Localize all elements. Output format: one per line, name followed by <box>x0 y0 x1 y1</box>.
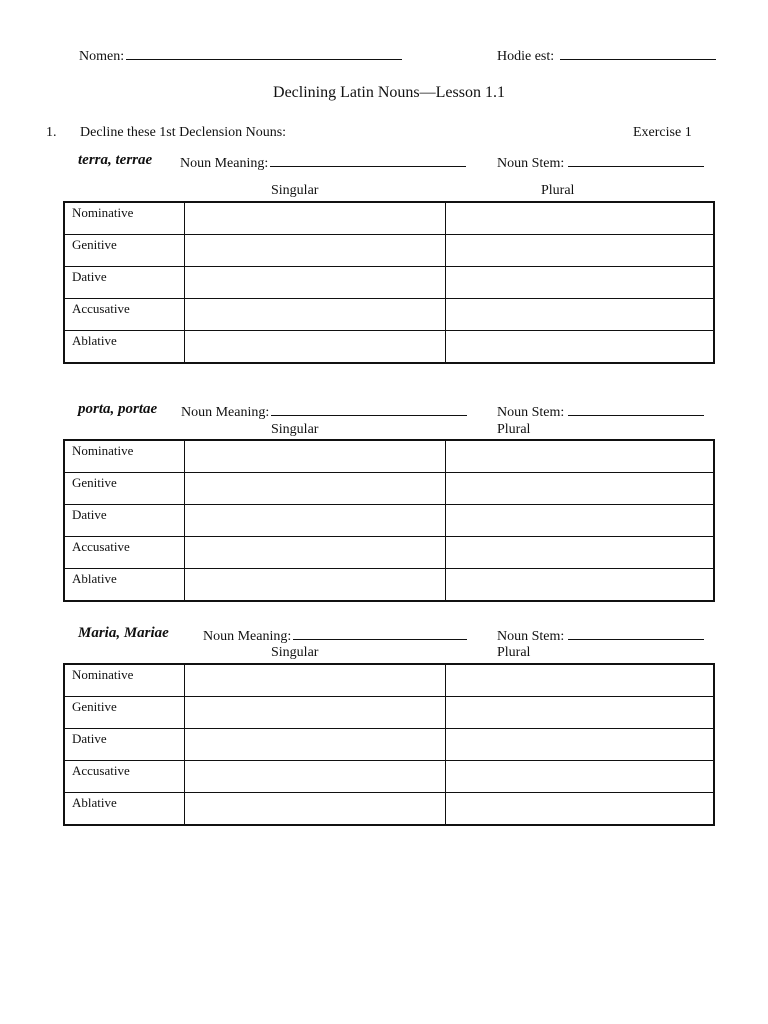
declension-table <box>63 439 715 602</box>
plural-cell[interactable] <box>445 235 714 267</box>
plural-cell[interactable] <box>445 505 714 537</box>
noun-stem-blank[interactable] <box>568 403 704 416</box>
singular-cell[interactable] <box>184 235 445 267</box>
noun-meaning-blank[interactable] <box>270 154 466 167</box>
plural-cell[interactable] <box>445 299 714 331</box>
table-row <box>64 267 714 299</box>
singular-cell[interactable] <box>184 299 445 331</box>
plural-cell[interactable] <box>445 202 714 235</box>
plural-cell[interactable] <box>445 664 714 697</box>
singular-header: Singular <box>271 422 319 437</box>
case-label: Genitive <box>64 235 184 267</box>
noun-stem-label: Noun Stem: <box>497 629 565 644</box>
date-field[interactable] <box>497 47 716 65</box>
noun-meaning-label: Noun Meaning: <box>203 629 292 644</box>
exercise-label: Exercise 1 <box>633 125 692 140</box>
singular-cell[interactable] <box>184 664 445 697</box>
singular-cell[interactable] <box>184 473 445 505</box>
noun-stem-blank[interactable] <box>568 154 704 167</box>
noun-stem-label: Noun Stem: <box>497 405 565 420</box>
singular-cell[interactable] <box>184 729 445 761</box>
noun-meaning-field[interactable] <box>203 627 467 645</box>
table-row <box>64 473 714 505</box>
singular-cell[interactable] <box>184 761 445 793</box>
declension-table <box>63 201 715 364</box>
noun-title: Maria, Mariae <box>78 625 169 641</box>
section-instruction: Decline these 1st Declension Nouns: <box>80 125 287 140</box>
case-label: Nominative <box>64 664 184 697</box>
plural-header: Plural <box>497 645 531 660</box>
case-label: Nominative <box>64 202 184 235</box>
plural-cell[interactable] <box>445 729 714 761</box>
singular-cell[interactable] <box>184 440 445 473</box>
singular-cell[interactable] <box>184 793 445 826</box>
plural-cell[interactable] <box>445 331 714 364</box>
table-row <box>64 331 714 364</box>
table-row <box>64 299 714 331</box>
case-label: Dative <box>64 267 184 299</box>
singular-cell[interactable] <box>184 569 445 602</box>
table-row <box>64 569 714 602</box>
plural-cell[interactable] <box>445 761 714 793</box>
table-row <box>64 664 714 697</box>
noun-stem-label: Noun Stem: <box>497 156 565 171</box>
case-label: Accusative <box>64 761 184 793</box>
date-label: Hodie est: <box>497 49 555 64</box>
table-row <box>64 235 714 267</box>
case-label: Ablative <box>64 793 184 826</box>
plural-header: Plural <box>497 422 531 437</box>
case-label: Ablative <box>64 331 184 364</box>
singular-header: Singular <box>271 183 319 198</box>
noun-title: terra, terrae <box>78 152 153 168</box>
noun-meaning-field[interactable] <box>180 154 466 172</box>
table-row <box>64 202 714 235</box>
plural-cell[interactable] <box>445 473 714 505</box>
noun-meaning-label: Noun Meaning: <box>180 156 269 171</box>
plural-cell[interactable] <box>445 440 714 473</box>
singular-cell[interactable] <box>184 537 445 569</box>
name-blank[interactable] <box>126 47 402 60</box>
plural-cell[interactable] <box>445 537 714 569</box>
name-field[interactable] <box>79 47 402 65</box>
table-row <box>64 793 714 826</box>
singular-cell[interactable] <box>184 267 445 299</box>
noun-meaning-blank[interactable] <box>293 627 467 640</box>
noun-stem-blank[interactable] <box>568 627 704 640</box>
noun-meaning-field[interactable] <box>181 403 467 421</box>
case-label: Accusative <box>64 537 184 569</box>
table-row <box>64 537 714 569</box>
table-row <box>64 697 714 729</box>
case-label: Accusative <box>64 299 184 331</box>
table-row <box>64 505 714 537</box>
table-row <box>64 729 714 761</box>
case-label: Nominative <box>64 440 184 473</box>
plural-cell[interactable] <box>445 793 714 826</box>
table-row <box>64 761 714 793</box>
table-row <box>64 440 714 473</box>
singular-cell[interactable] <box>184 697 445 729</box>
singular-header: Singular <box>271 645 319 660</box>
singular-cell[interactable] <box>184 331 445 364</box>
name-label: Nomen: <box>79 49 125 64</box>
noun-meaning-blank[interactable] <box>271 403 467 416</box>
noun-stem-field[interactable] <box>497 154 704 172</box>
noun-stem-field[interactable] <box>497 627 704 645</box>
plural-header: Plural <box>541 183 575 198</box>
case-label: Ablative <box>64 569 184 602</box>
case-label: Genitive <box>64 697 184 729</box>
singular-cell[interactable] <box>184 505 445 537</box>
case-label: Dative <box>64 729 184 761</box>
page-title: Declining Latin Nouns—Lesson 1.1 <box>273 84 505 101</box>
plural-cell[interactable] <box>445 267 714 299</box>
case-label: Genitive <box>64 473 184 505</box>
noun-stem-field[interactable] <box>497 403 704 421</box>
date-blank[interactable] <box>560 47 716 60</box>
case-label: Dative <box>64 505 184 537</box>
plural-cell[interactable] <box>445 569 714 602</box>
noun-meaning-label: Noun Meaning: <box>181 405 270 420</box>
section-number: 1. <box>46 125 57 140</box>
noun-title: porta, portae <box>78 401 158 417</box>
plural-cell[interactable] <box>445 697 714 729</box>
singular-cell[interactable] <box>184 202 445 235</box>
declension-table <box>63 663 715 826</box>
